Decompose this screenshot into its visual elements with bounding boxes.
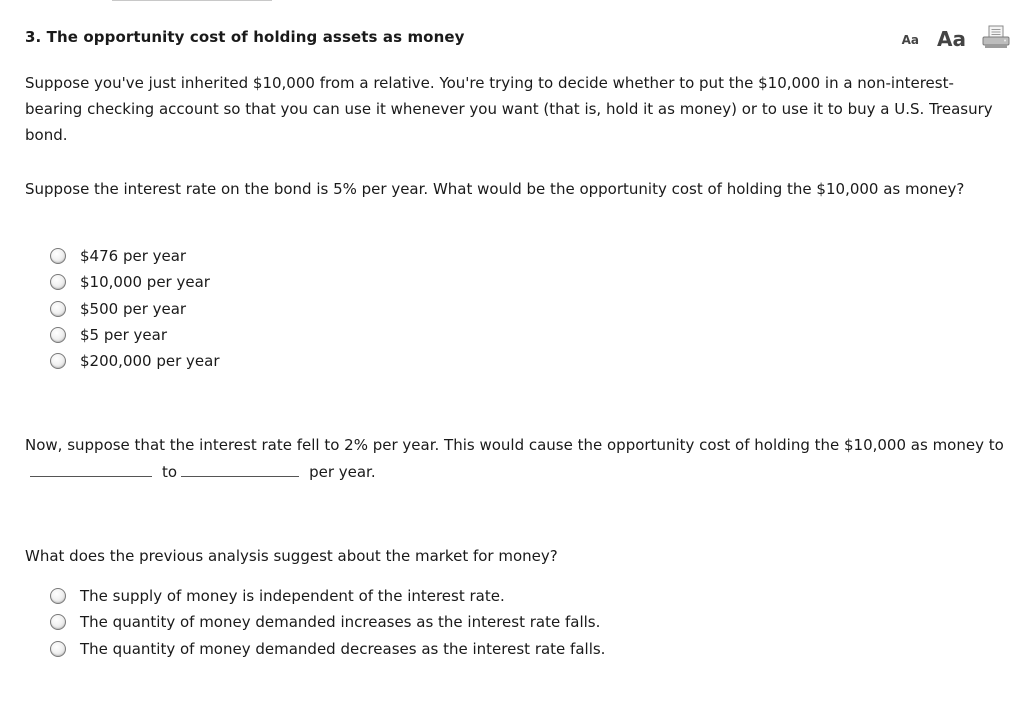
option-label: $10,000 per year bbox=[80, 273, 210, 292]
radio-button[interactable] bbox=[50, 274, 66, 290]
answer-blank-1[interactable] bbox=[30, 458, 152, 477]
part3-option-1[interactable] bbox=[50, 583, 605, 609]
option-label: The quantity of money demanded decreases as the interest rate falls. bbox=[80, 639, 606, 658]
top-divider bbox=[112, 0, 272, 1]
decrease-font-button[interactable]: Aa bbox=[901, 33, 920, 47]
part2-suffix: per year. bbox=[309, 463, 376, 481]
part1-options bbox=[50, 243, 220, 374]
part2-prefix: Now, suppose that the interest rate fell to 2% per year. This would cause the opportunity cost of holding the $10,000 as money to bbox=[25, 436, 1004, 454]
font-tools bbox=[902, 23, 1010, 49]
question-header bbox=[25, 27, 1010, 51]
option-label: The quantity of money demanded increases as the interest rate falls. bbox=[80, 613, 601, 632]
radio-button[interactable] bbox=[50, 588, 66, 604]
part1-option-2[interactable] bbox=[50, 269, 220, 295]
option-label: The supply of money is independent of the interest rate. bbox=[80, 587, 505, 606]
part3-option-2[interactable] bbox=[50, 609, 605, 635]
radio-button[interactable] bbox=[50, 327, 66, 343]
part2-middle: to bbox=[162, 463, 178, 481]
option-label: $5 per year bbox=[80, 326, 168, 345]
part1-option-5[interactable] bbox=[50, 348, 220, 374]
part3-prompt: What does the previous analysis suggest about the market for money? bbox=[25, 547, 558, 565]
radio-button[interactable] bbox=[50, 301, 66, 317]
part1-option-3[interactable] bbox=[50, 296, 220, 322]
part2-statement bbox=[25, 432, 1010, 485]
part1-prompt: Suppose the interest rate on the bond is 5% per year. What would be the opportunity cost of holding the $10,000 as money? bbox=[25, 180, 965, 198]
radio-button[interactable] bbox=[50, 248, 66, 264]
option-label: $200,000 per year bbox=[80, 352, 220, 371]
option-label: $500 per year bbox=[80, 299, 187, 318]
radio-button[interactable] bbox=[50, 353, 66, 369]
part1-option-4[interactable] bbox=[50, 322, 220, 348]
radio-button[interactable] bbox=[50, 614, 66, 630]
print-icon[interactable] bbox=[982, 25, 1010, 49]
intro-paragraph: Suppose you've just inherited $10,000 from a relative. You're trying to decide whether to put the $10,000 in a non-interest-bearing checking account so that you can use it whenever you want (that is, hold it as money) or to use it to buy a U.S. Treasury bond. bbox=[25, 74, 993, 144]
radio-button[interactable] bbox=[50, 641, 66, 657]
part3-option-3[interactable] bbox=[50, 636, 605, 662]
option-label: $476 per year bbox=[80, 247, 187, 266]
answer-blank-2[interactable] bbox=[181, 458, 299, 477]
part1-option-1[interactable] bbox=[50, 243, 220, 269]
part3-options bbox=[50, 583, 605, 662]
question-title: 3. The opportunity cost of holding assets as money bbox=[25, 28, 465, 46]
increase-font-button[interactable]: Aa bbox=[937, 27, 966, 51]
